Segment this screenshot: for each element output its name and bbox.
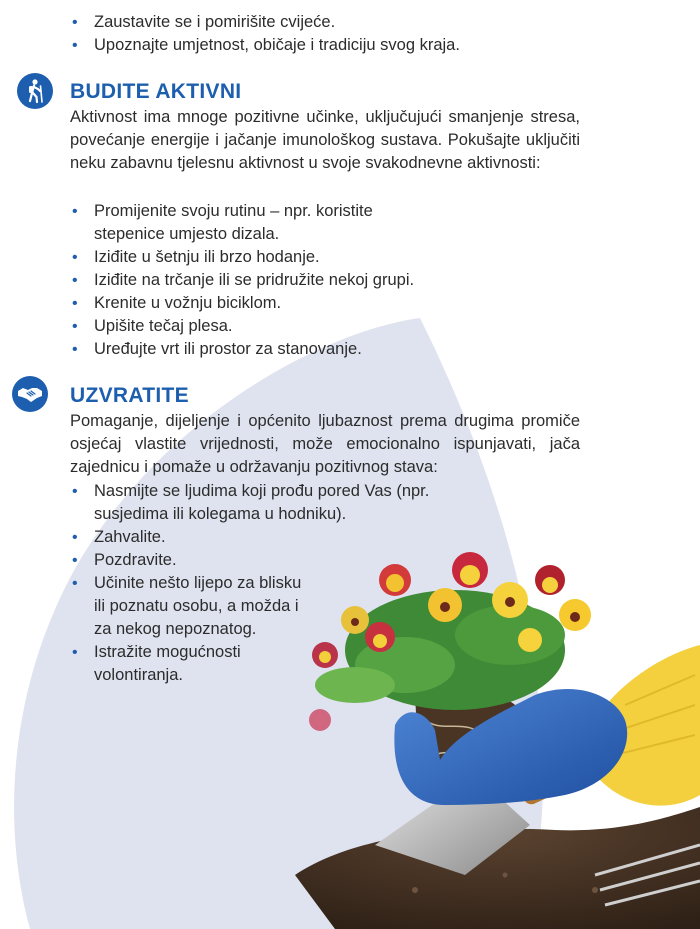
section-paragraph-budite-aktivni: Aktivnost ima mnoge pozitivne učinke, uključujući smanjenje stresa, povećanje energije i jačanje imunološkog sustava. Pokušajte uključiti neku zabavnu tjelesnu aktivnost u svoje svakodnevne aktivnosti: [70, 108, 580, 172]
list-item: • Promijenite svoju rutinu – npr. koristite stepenice umjesto dizala. [70, 200, 424, 246]
top-bullet-list [70, 11, 630, 57]
list-item: • Nasmijte se ljudima koji prođu pored Vas (npr. susjedima ili kolegama u hodniku). [70, 480, 430, 526]
section-title-uzvratite: UZVRATITE [70, 384, 189, 407]
list-item: • Iziđite u šetnju ili brzo hodanje. [70, 246, 570, 269]
list-item: • Pozdravite. [70, 549, 430, 572]
list-item: • Upoznajte umjetnost, običaje i tradiciju svog kraja. [70, 34, 630, 57]
list-item: • Iziđite na trčanje ili se pridružite nekoj grupi. [70, 269, 570, 292]
section-paragraph-uzvratite: Pomaganje, dijeljenje i općenito ljubaznost prema drugima promiče osjećaj vlastite vrijednosti, može emocionalno ispunjavati, jača zajednicu i pomaže u održavanju pozitivnog stava: [70, 412, 580, 476]
list-item: • Zaustavite se i pomirišite cvijeće. [70, 11, 630, 34]
list-item: • Upišite tečaj plesa. [70, 315, 570, 338]
list-item: • Uređujte vrt ili prostor za stanovanje. [70, 338, 570, 361]
uzvratite-list [70, 480, 430, 687]
list-item: • Učinite nešto lijepo za blisku ili poznatu osobu, a možda i za nekog nepoznatog. [70, 572, 304, 641]
list-item: • Istražite mogućnosti volontiranja. [70, 641, 274, 687]
section-title-budite-aktivni: BUDITE AKTIVNI [70, 80, 242, 103]
list-item: • Zahvalite. [70, 526, 430, 549]
list-item: • Krenite u vožnju biciklom. [70, 292, 570, 315]
hiker-icon [17, 73, 53, 109]
handshake-icon [12, 376, 48, 412]
budite-aktivni-list [70, 200, 570, 361]
